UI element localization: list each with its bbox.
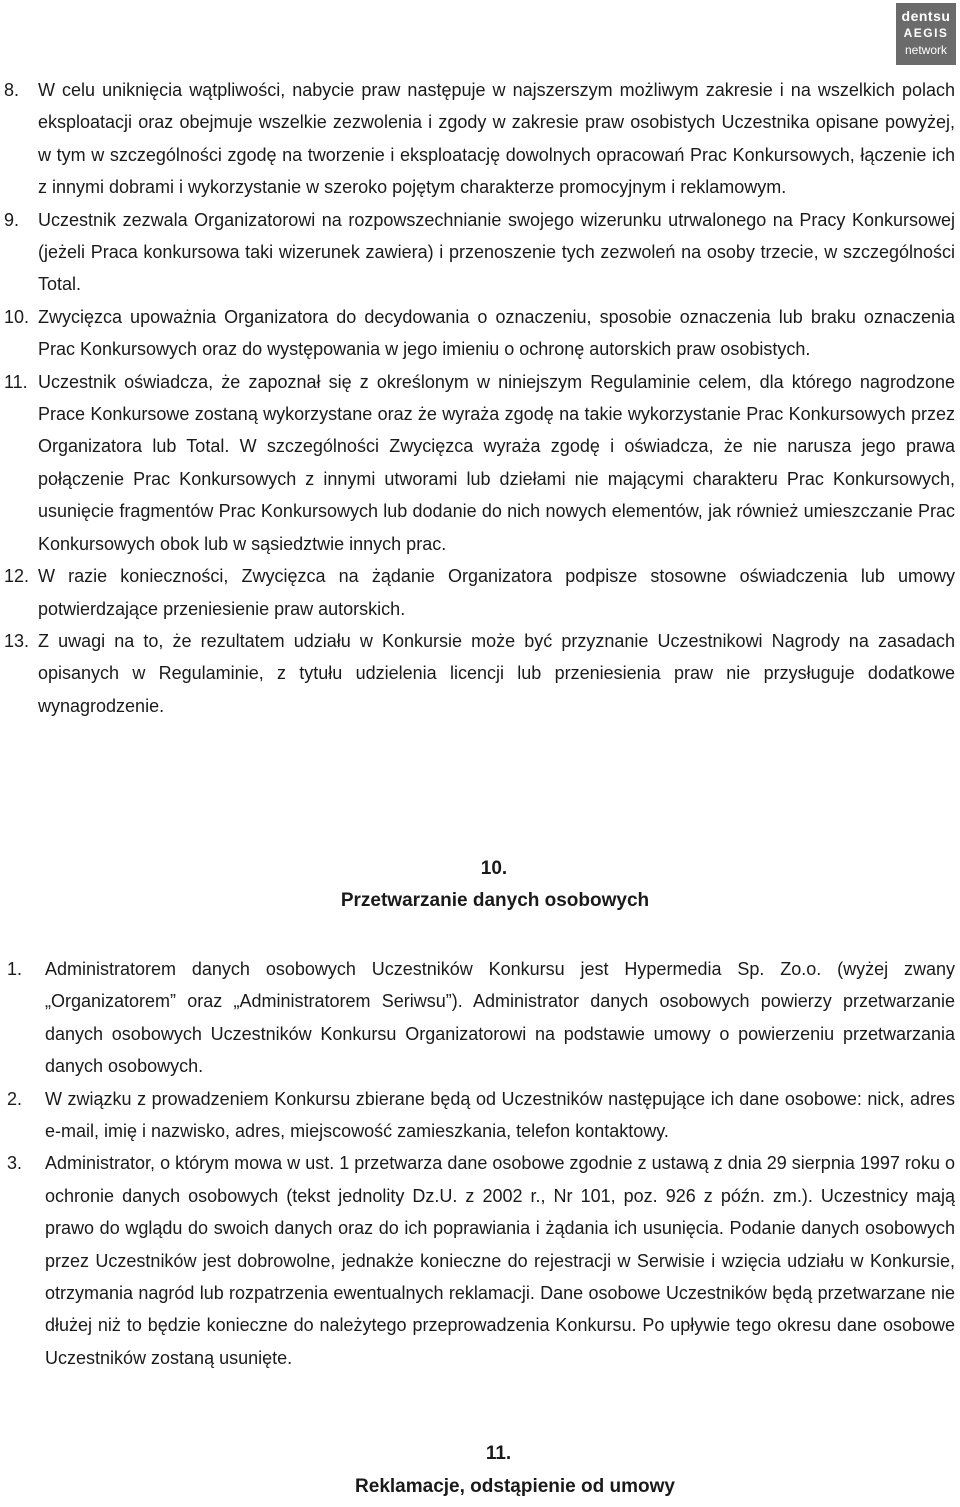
item-text: Administrator, o którym mowa w ust. 1 przetwarza dane osobowe zgodnie z ustawą z dnia 29 sierpnia 1997 roku o ochronie danych osobowych (tekst jednolity Dz.U. z 2002 r., Nr 101, poz. 926 z późn. zm.). Uczestnicy mają prawo do wglądu do swoich danych oraz do ich poprawiania i żądania ich usunięcia. Podanie danych osobowych przez Uczestników jest dobrowolne, jednakże konieczne do rejestracji w Serwisie i wzięcia udziału w Konkursie, otrzymania nagród lub rozpatrzenia ewentualnych reklamacji. Dane osobowe Uczestników będą przetwarzane nie dłużej niż to będzie konieczne do należytego przeprowadzenia Konkursu. Po upływie tego okresu dane osobowe Uczestników zostaną usunięte. [45, 1153, 955, 1368]
item-text: Z uwagi na to, że rezultatem udziału w Konkursie może być przyznanie Uczestnikowi Nagrody na zasadach opisanych w Regulaminie, z tytułu udzielenia licencji lub przeniesienia praw nie przysługuje dodatkowe wynagrodzenie. [38, 630, 955, 716]
section-10-number: 10. [480, 858, 508, 879]
item-text: Uczestnik zezwala Organizatorowi na rozpowszechnianie swojego wizerunku utrwalonego na Pracy Konkursowej (jeżeli Praca konkursowa taki wizerunek zawiera) i przenoszenie tych zezwoleń na osoby trzecie, w szczególności Total. [38, 209, 955, 295]
list-item [4, 74, 955, 204]
item-number: 10. [4, 306, 30, 327]
section-11-title: Reklamacje, odstąpienie od umowy [355, 1476, 675, 1497]
section-11-number: 11. [485, 1443, 512, 1464]
section-10-title: Przetwarzanie danych osobowych [340, 890, 650, 911]
clause-list-rights [0, 74, 960, 722]
item-text: W celu uniknięcia wątpliwości, nabycie praw następuje w najszerszym możliwym zakresie i na wszelkich polach eksploatacji oraz obejmuje wszelkie zezwolenia i zgody w zakresie praw osobistych Uczestnika opisane powyżej, w tym w szczególności zgodę na tworzenie i eksploatację dowolnych opracowań Prac Konkursowych, łączenie ich z innymi dobrami i wykorzystanie w szeroko pojętym charakterze promocyjnym i reklamowym. [38, 80, 955, 198]
list-item [4, 366, 955, 560]
logo-line-3: network [904, 43, 948, 57]
item-number: 12. [4, 566, 30, 587]
item-text: W razie konieczności, Zwycięzca na żądanie Organizatora podpisze stosowne oświadczenia lub umowy potwierdzające przeniesienie praw autorskich. [38, 566, 955, 619]
item-text: Administratorem danych osobowych Uczestników Konkursu jest Hypermedia Sp. Zo.o. (wyżej zwany „Organizatorem” oraz „Administratorem Seriwsu”). Administrator danych osobowych powierzy przetwarzanie danych osobowych Uczestników Konkursu Organizatorowi na podstawie umowy o powierzeniu przetwarzania danych osobowych. [45, 959, 955, 1077]
list-item [7, 1147, 955, 1374]
dentsu-aegis-logo [896, 3, 956, 65]
item-text: Zwycięzca upoważnia Organizatora do decydowania o oznaczeniu, sposobie oznaczenia lub braku oznaczenia Prac Konkursowych oraz do występowania w jego imieniu o ochronę autorskich praw osobistych. [38, 306, 955, 360]
item-number: 3. [7, 1153, 23, 1174]
item-number: 13. [4, 630, 30, 651]
clause-list-personal-data [0, 953, 960, 1374]
list-item [7, 953, 955, 1083]
list-item [4, 560, 955, 625]
item-number: 11. [4, 371, 28, 392]
item-number: 8. [4, 80, 20, 100]
list-item [7, 1083, 955, 1148]
item-text: Uczestnik oświadcza, że zapoznał się z określonym w niniejszym Regulaminie celem, dla którego nagrodzone Prace Konkursowe zostaną wykorzystane oraz że wyraża zgodę na takie wykorzystanie Prac Konkursowych przez Organizatora lub Total. W szczególności Zwycięzca wyraża zgodę i oświadcza, że nie narusza jego prawa połączenie Prac Konkursowych z innymi utworami lub dziełami nie mającymi charakteru Prac Konkursowych, usunięcie fragmentów Prac Konkursowych lub dodanie do nich nowych elementów, jak również umieszczanie Prac Konkursowych obok lub w sąsiedztwie innych prac. [38, 371, 955, 554]
list-item [4, 204, 955, 301]
item-text: W związku z prowadzeniem Konkursu zbierane będą od Uczestników następujące ich dane osobowe: nick, adres e-mail, imię i nazwisko, adres, miejscowość zamieszkania, telefon kontaktowy. [45, 1088, 955, 1142]
item-number: 9. [4, 209, 20, 230]
list-item [4, 301, 955, 366]
item-number: 2. [7, 1088, 23, 1109]
list-item [4, 625, 955, 722]
logo-line-2: AEGIS [903, 26, 949, 40]
item-number: 1. [7, 959, 23, 979]
logo-line-1: dentsu [901, 8, 951, 24]
